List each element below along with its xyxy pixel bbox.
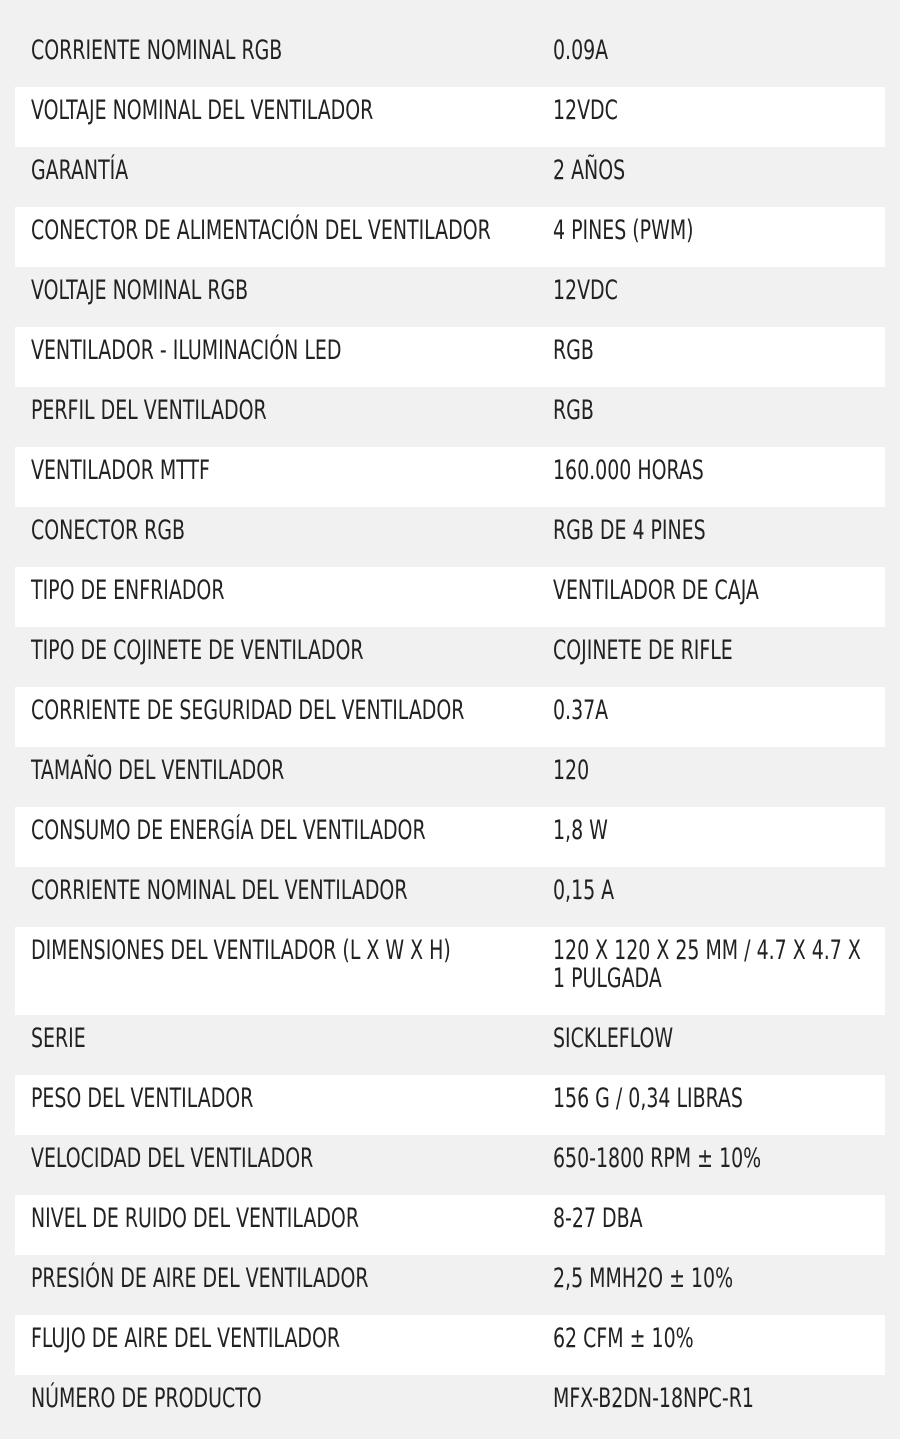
spec-row: [15, 267, 885, 327]
spec-label: VENTILADOR MTTF: [31, 455, 210, 486]
spec-value: 1,8 W: [553, 815, 608, 846]
spec-value: MFX-B2DN-18NPC-R1: [553, 1383, 754, 1414]
spec-row: [15, 867, 885, 927]
spec-value: 12VDC: [553, 95, 618, 126]
spec-label: PERFIL DEL VENTILADOR: [31, 395, 267, 426]
spec-row: [15, 1375, 885, 1435]
spec-value: 120: [553, 755, 590, 786]
spec-label: PESO DEL VENTILADOR: [31, 1083, 254, 1114]
spec-row: [15, 27, 885, 87]
spec-label: CORRIENTE NOMINAL DEL VENTILADOR: [31, 875, 408, 906]
spec-label: VOLTAJE NOMINAL DEL VENTILADOR: [31, 95, 374, 126]
spec-value: 2,5 MMH2O ± 10%: [553, 1263, 734, 1294]
spec-value: 156 G / 0,34 LIBRAS: [553, 1083, 743, 1114]
spec-row: [15, 747, 885, 807]
spec-label: TIPO DE ENFRIADOR: [31, 575, 225, 606]
spec-value: 62 CFM ± 10%: [553, 1323, 694, 1354]
spec-row: [15, 1255, 885, 1315]
spec-label: CONECTOR DE ALIMENTACIÓN DEL VENTILADOR: [31, 215, 491, 246]
spec-value: 12VDC: [553, 275, 618, 306]
spec-value: RGB: [553, 395, 594, 426]
spec-row: [15, 387, 885, 447]
spec-row: [15, 87, 885, 147]
spec-label: TIPO DE COJINETE DE VENTILADOR: [31, 635, 364, 666]
spec-row: [15, 927, 885, 1015]
spec-row: [15, 687, 885, 747]
spec-row: [15, 1195, 885, 1255]
spec-row: [15, 447, 885, 507]
spec-row: [15, 147, 885, 207]
spec-value: 0.37A: [553, 695, 609, 726]
spec-label: FLUJO DE AIRE DEL VENTILADOR: [31, 1323, 341, 1354]
specs-table: [15, 27, 885, 1435]
spec-value: 0,15 A: [553, 875, 615, 906]
spec-label: CORRIENTE DE SEGURIDAD DEL VENTILADOR: [31, 695, 465, 726]
spec-row: [15, 327, 885, 387]
spec-value: 0.09A: [553, 35, 609, 66]
spec-value: SICKLEFLOW: [553, 1023, 674, 1054]
spec-label: NÚMERO DE PRODUCTO: [31, 1383, 262, 1414]
spec-value: VENTILADOR DE CAJA: [553, 575, 759, 606]
spec-row: [15, 807, 885, 867]
spec-value: COJINETE DE RIFLE: [553, 635, 733, 666]
spec-value: 120 X 120 X 25 MM / 4.7 X 4.7 X 1 PULGADA: [553, 935, 861, 994]
spec-label: VOLTAJE NOMINAL RGB: [31, 275, 249, 306]
spec-row: [15, 507, 885, 567]
spec-label: CONSUMO DE ENERGÍA DEL VENTILADOR: [31, 815, 426, 846]
spec-value: 8-27 DBA: [553, 1203, 643, 1234]
spec-label: CONECTOR RGB: [31, 515, 186, 546]
spec-value: RGB: [553, 335, 594, 366]
spec-label: SERIE: [31, 1023, 86, 1054]
spec-row: [15, 1315, 885, 1375]
spec-value: 4 PINES (PWM): [553, 215, 694, 246]
spec-row: [15, 207, 885, 267]
spec-row: [15, 1135, 885, 1195]
spec-value: 2 AÑOS: [553, 155, 626, 186]
spec-row: [15, 567, 885, 627]
spec-label: VENTILADOR - ILUMINACIÓN LED: [31, 335, 342, 366]
spec-label: DIMENSIONES DEL VENTILADOR (L X W X H): [31, 935, 451, 966]
spec-value: 160.000 HORAS: [553, 455, 704, 486]
spec-label: TAMAÑO DEL VENTILADOR: [31, 755, 285, 786]
spec-label: VELOCIDAD DEL VENTILADOR: [31, 1143, 314, 1174]
spec-label: PRESIÓN DE AIRE DEL VENTILADOR: [31, 1263, 369, 1294]
spec-value: 650-1800 RPM ± 10%: [553, 1143, 762, 1174]
spec-label: GARANTÍA: [31, 155, 129, 186]
spec-label: NIVEL DE RUIDO DEL VENTILADOR: [31, 1203, 360, 1234]
spec-value: RGB DE 4 PINES: [553, 515, 706, 546]
spec-row: [15, 627, 885, 687]
spec-label: CORRIENTE NOMINAL RGB: [31, 35, 283, 66]
spec-row: [15, 1015, 885, 1075]
spec-row: [15, 1075, 885, 1135]
